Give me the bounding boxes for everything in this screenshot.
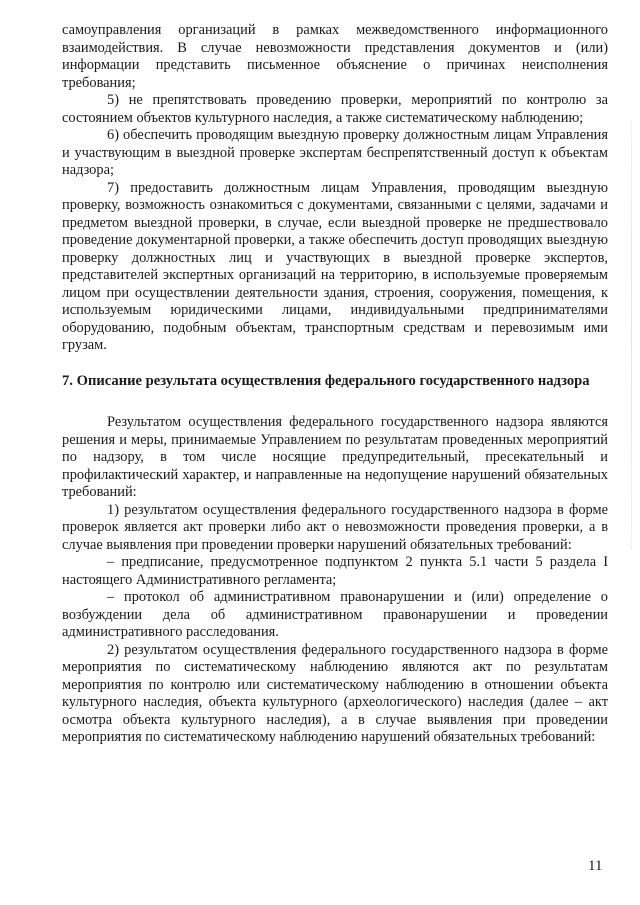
page-number: 11 [588,858,603,874]
paragraph-item-7: 7) предоставить должностным лицам Управления, проводящим выездную проверку, возможность ознакомиться с документами, связанными с целями, задачами и предметом выездной проверки, в случае, если выездной проверке не предшествовало проведение документарной проверки, а также обеспечить доступ проводящих выездную проверку должностных лиц и участвующих в выездной проверке экспертов, представителей экспертных организаций на территорию, в используемые проверяемым лицом при осуществлении деятельности здания, строения, сооружения, помещения, к используемым юридическими лицами, индивидуальными предпринимателями оборудованию, подобным объектам, транспортным средствам и перевозимым ими грузам. [62,179,608,353]
paragraph-result-1: 1) результатом осуществления федерального государственного надзора в форме проверок является акт проверки либо акт о невозможности проведения проверки, а в случае выявления при проведении проверки нарушений обязательных требований: [62,501,608,553]
paragraph-dash-protocol: – протокол об административном правонарушении и (или) определение о возбуждении дела об административном правонарушении и проведении административного расследования. [62,589,608,640]
paragraph-item-5: 5) не препятствовать проведению проверки, мероприятий по контролю за состоянием объектов культурного наследия, а также систематическому наблюдению; [62,92,608,126]
paragraph-continuation: самоуправления организаций в рамках межведомственного информационного взаимодействия. В случае невозможности представления документов и (или) информации представить письменное объяснение о причинах неисполнения требования; [62,22,608,91]
section-heading: 7. Описание результата осуществления федерального государственного надзора [62,372,590,389]
paragraph-item-6: 6) обеспечить проводящим выездную проверку должностным лицам Управления и участвующим в выездной проверке экспертам беспрепятственный доступ к объектам надзора; [62,127,608,178]
paragraph-result-2: 2) результатом осуществления федерального государственного надзора в форме мероприятия по систематическому наблюдению являются акт по результатам мероприятия по контролю или систематическому наблюдению в отношении объекта культурного наследия, объекта культурного (археологического) наследия (далее – акт осмотра объекта культурного наследия), а в случае выявления при проведении мероприятия по систематическому наблюдению нарушений обязательных требований: [62,641,608,745]
paragraph-result-intro: Результатом осуществления федерального государственного надзора являются решения и меры, принимаемые Управлением по результатам проведенных мероприятий по надзору, в том числе носящие предупредительный, пресекательный и профилактический характер, и направленные на недопущение нарушений обязательных требований: [62,414,608,500]
document-page [62,22,608,747]
scan-edge-line [631,120,632,550]
paragraph-dash-prescription: – предписание, предусмотренное подпунктом 2 пункта 5.1 части 5 раздела I настоящего Административного регламента; [62,554,608,588]
